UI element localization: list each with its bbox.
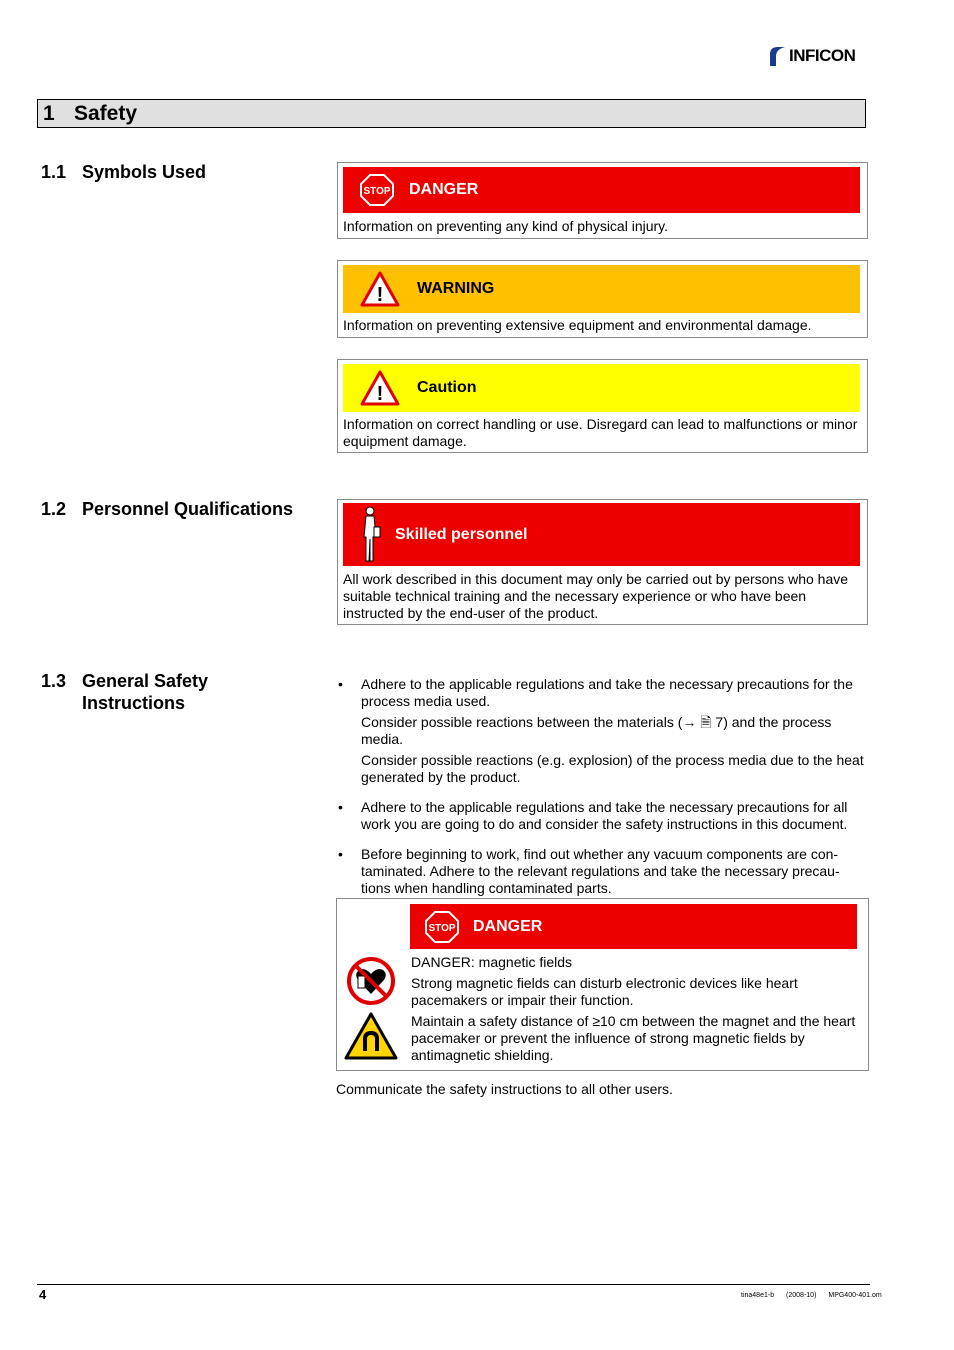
caution-notice (337, 359, 868, 453)
magnetic-danger-title: DANGER: magnetic fields (411, 954, 573, 970)
closing-text: Communicate the safety instructions to all other users. (336, 1081, 673, 1097)
warning-banner (343, 265, 860, 313)
caution-label: Caution (417, 379, 477, 396)
safety-instructions-list (336, 676, 868, 910)
svg-text:STOP: STOP (363, 186, 391, 197)
skilled-personnel-label: Skilled personnel (395, 525, 528, 543)
section-heading-general (41, 670, 208, 714)
skilled-personnel-banner (343, 503, 860, 566)
bullet-dot: • (338, 799, 343, 815)
danger-notice (337, 162, 868, 239)
skilled-personnel-text: All work described in this document may only be carried out by persons who have suitable technical training and the necessary experience or who have been instructed by the end-user of the product. (343, 571, 849, 621)
magnetic-danger-text: Maintain a safety distance of ≥10 cm between the magnet and the heart pacemaker or prevent the influence of strong magnetic fields by antimagnetic shielding. (411, 1013, 856, 1063)
section-heading-personnel (41, 498, 293, 520)
danger-label: DANGER (409, 181, 479, 198)
doc-date: (2008-10) (786, 1292, 817, 1299)
list-item-text: Adhere to the applicable regulations and take the necessary precautions for the process media used. (361, 676, 853, 709)
chapter-heading (37, 99, 866, 128)
list-item (336, 846, 868, 901)
caution-text: Information on correct handling or use. Disregard can lead to malfunctions or minor equipment damage. (343, 416, 858, 449)
warning-text: Information on preventing extensive equipment and environmental damage. (343, 317, 812, 333)
magnetic-danger-banner (410, 904, 857, 949)
danger-banner (343, 167, 860, 213)
caution-triangle-icon (360, 370, 400, 406)
list-item-text: Consider possible reactions (e.g. explosion) of the process media due to the heat generated by the product. (361, 752, 864, 785)
svg-text:!: ! (376, 383, 384, 405)
skilled-personnel-notice (337, 499, 868, 625)
caution-banner (343, 364, 860, 412)
inficon-logo (767, 44, 855, 68)
chapter-title: Safety (74, 101, 138, 125)
footer-divider (37, 1284, 870, 1285)
document-reference (741, 1292, 882, 1299)
section-title-line2: Instructions (82, 693, 186, 713)
warning-label: WARNING (417, 280, 495, 297)
magnetic-danger-notice (336, 898, 869, 1071)
bullet-dot: • (338, 846, 343, 862)
section-title-line1: General Safety (82, 671, 209, 691)
no-pacemaker-icon (346, 956, 396, 1006)
chapter-number: 1 (43, 101, 55, 125)
warning-notice (337, 260, 868, 338)
page-number: 4 (39, 1287, 47, 1302)
logo-text: INFICON (789, 46, 856, 65)
warning-triangle-icon (360, 271, 400, 307)
svg-text:!: ! (376, 284, 384, 306)
bullet-dot: • (338, 676, 343, 692)
section-heading-symbols (41, 161, 206, 183)
inficon-logo-mark (767, 45, 787, 67)
stop-sign-icon (359, 173, 395, 207)
doc-id: tina48e1-b (741, 1292, 775, 1299)
section-title: Personnel Qualifications (82, 499, 294, 519)
magnetic-danger-content (411, 954, 860, 1068)
stop-sign-icon (424, 910, 460, 944)
section-title: Symbols Used (82, 162, 207, 182)
doc-file: MPG400-401.om (828, 1292, 882, 1299)
magnetic-field-warning-icon (343, 1011, 399, 1061)
danger-text: Information on preventing any kind of physical injury. (343, 218, 669, 234)
skilled-person-icon (360, 505, 382, 565)
list-item-text: Adhere to the applicable regulations and take the necessary precautions for all work you are going to do and consider the safety instructions in this document. (361, 799, 848, 832)
list-item (336, 799, 868, 837)
section-number: 1.3 (41, 671, 67, 691)
magnetic-danger-text: Strong magnetic fields can disturb electronic devices like heart pacemakers or impair their function. (411, 975, 798, 1008)
list-item-text: Before beginning to work, find out whether any vacuum components are con-taminated. Adhere to the relevant regulations and take the necessary precau-tions when handling contaminated parts. (361, 846, 840, 896)
list-item-text: Consider possible reactions between the materials (→ 🗎 7) and the process media. (361, 714, 832, 747)
section-number: 1.1 (41, 162, 67, 182)
svg-text:STOP: STOP (428, 922, 456, 934)
magnetic-danger-label: DANGER (473, 917, 543, 935)
section-number: 1.2 (41, 499, 67, 519)
list-item (336, 676, 868, 790)
